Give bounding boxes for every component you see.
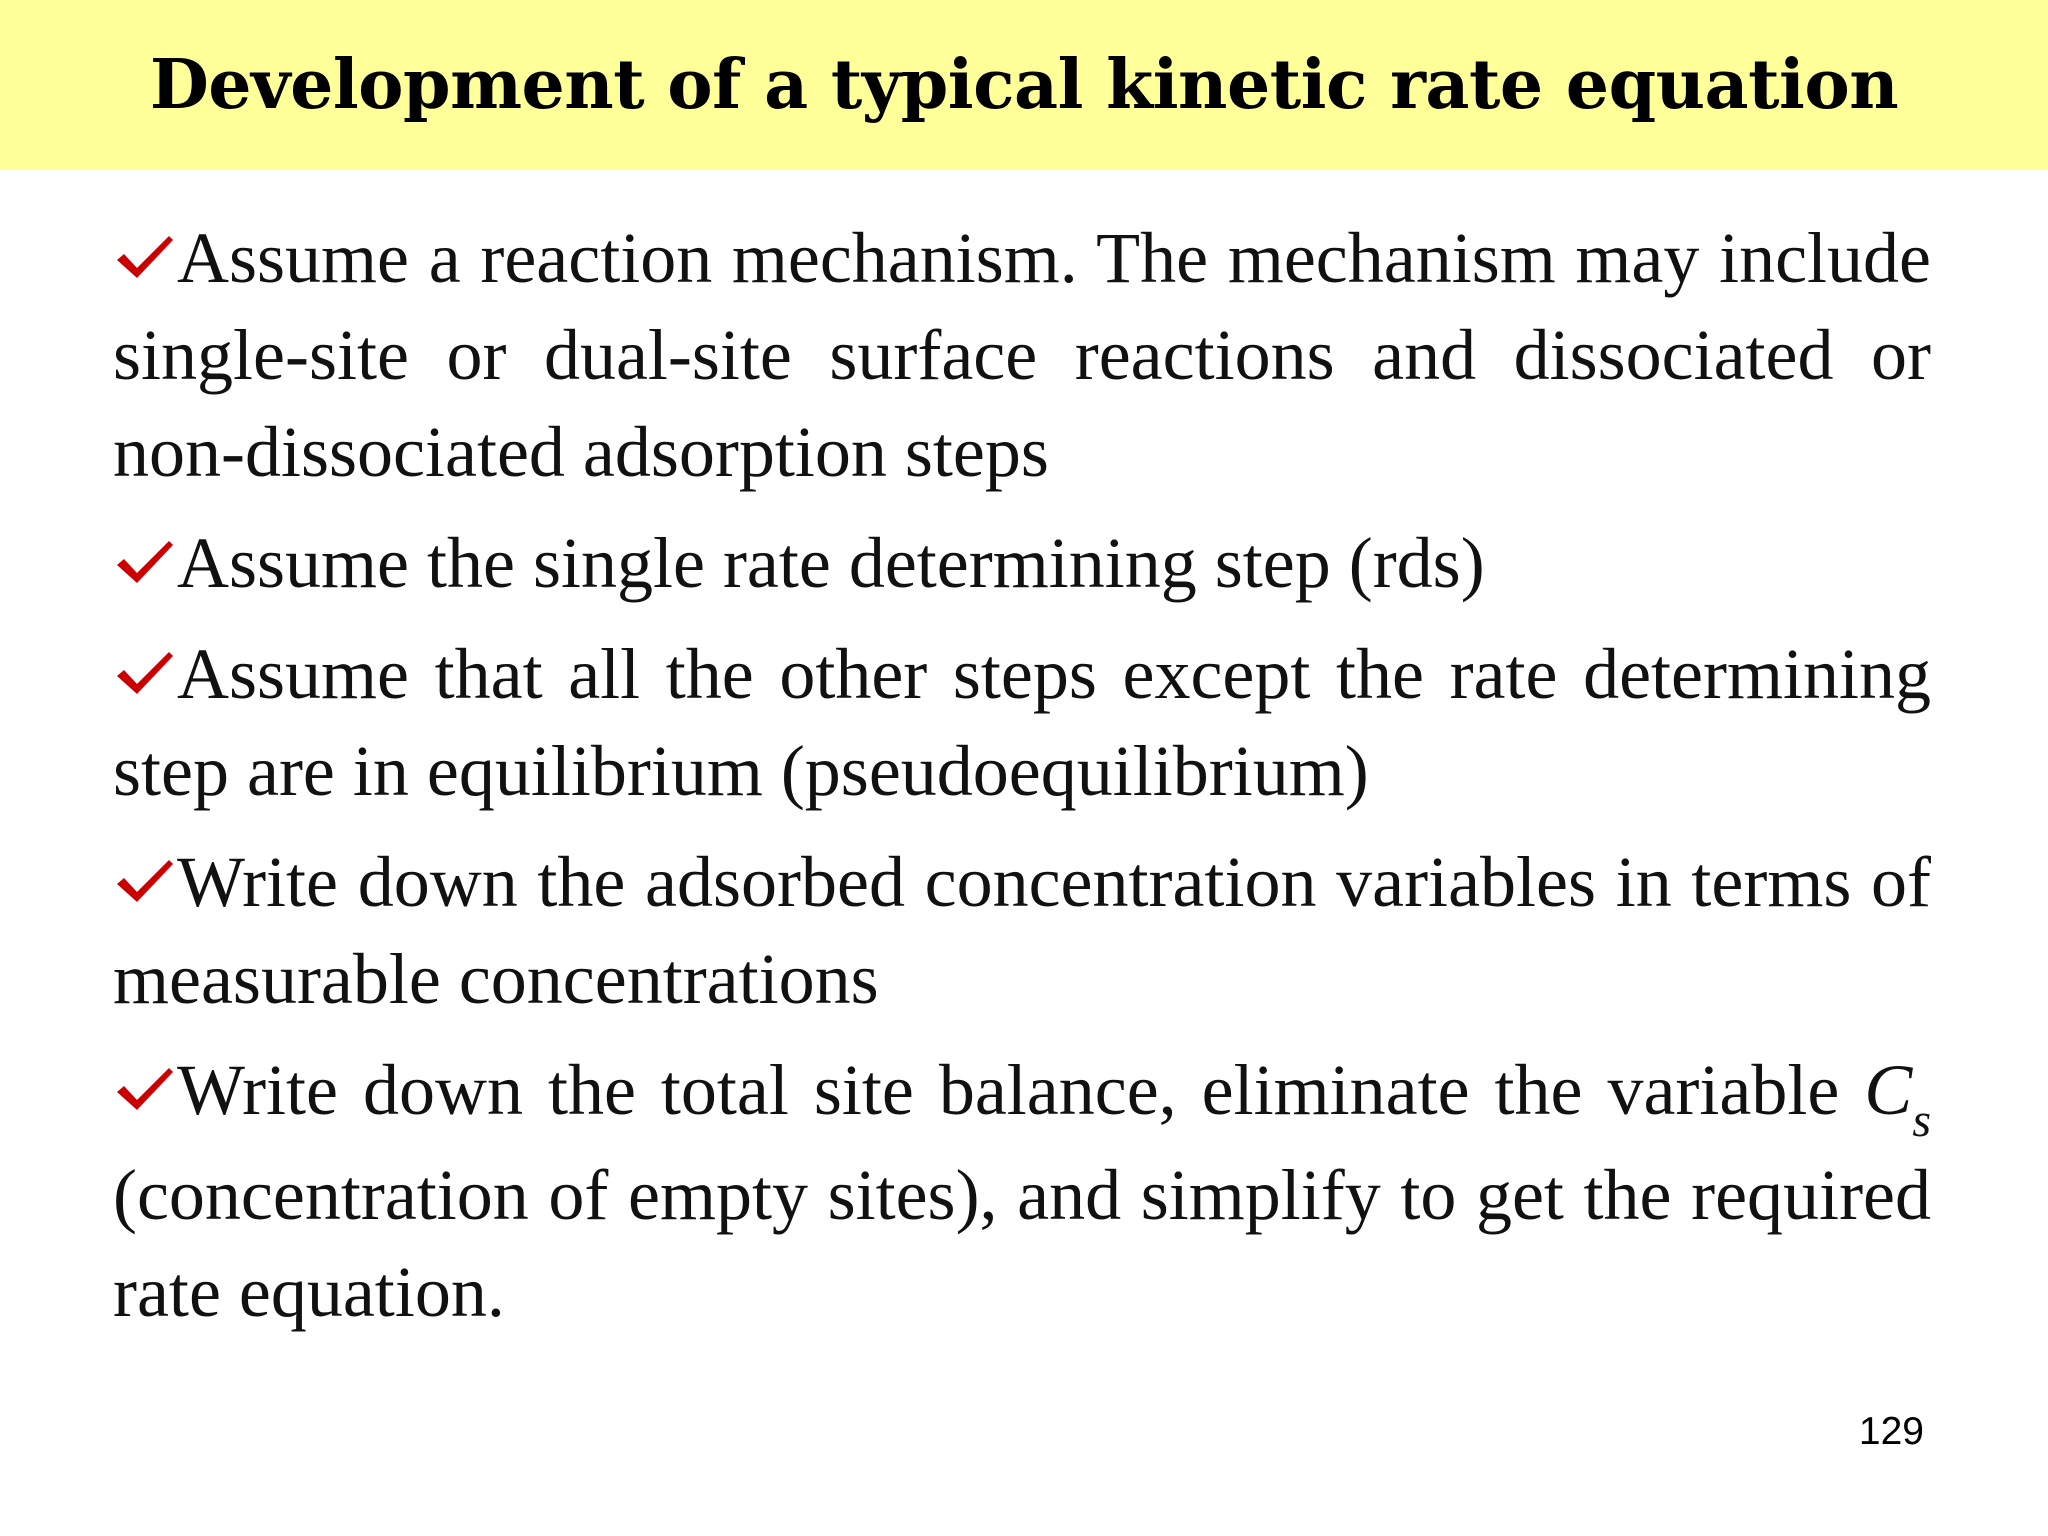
bullet-text: Assume that all the other steps except the rate determining step are in equilibrium (pseudoequilibrium) [113,634,1931,811]
bullet-text-after: (concentration of empty sites), and simplify to get the required rate equation. [113,1155,1931,1332]
bullet-item [113,626,1931,820]
bullet-text: Assume the single rate determining step (rds) [177,523,1485,603]
bullet-list [113,210,1931,1355]
bullet-item [113,210,1931,501]
bullet-text: Write down the adsorbed concentration variables in terms of measurable concentrations [113,842,1931,1019]
bullet-text-before: Write down the total site balance, eliminate the variable [177,1050,1865,1130]
bullet-text: Assume a reaction mechanism. The mechanism may include single-site or dual-site surface reactions and dissociated or non-dissociated adsorption steps [113,218,1931,492]
empty-site-subscript: s [1912,1094,1931,1147]
check-mark-icon [113,648,175,698]
check-mark-icon [113,232,175,282]
empty-site-variable: C [1864,1050,1913,1130]
check-mark-icon [113,537,175,587]
bullet-item [113,515,1931,612]
page-number: 129 [1858,1410,1924,1453]
title-band [0,0,2048,170]
bullet-item [113,1042,1931,1341]
slide-title: Development of a typical kinetic rate equation [149,45,1899,125]
bullet-item [113,834,1931,1028]
check-mark-icon [113,856,175,906]
check-mark-icon [113,1064,175,1114]
